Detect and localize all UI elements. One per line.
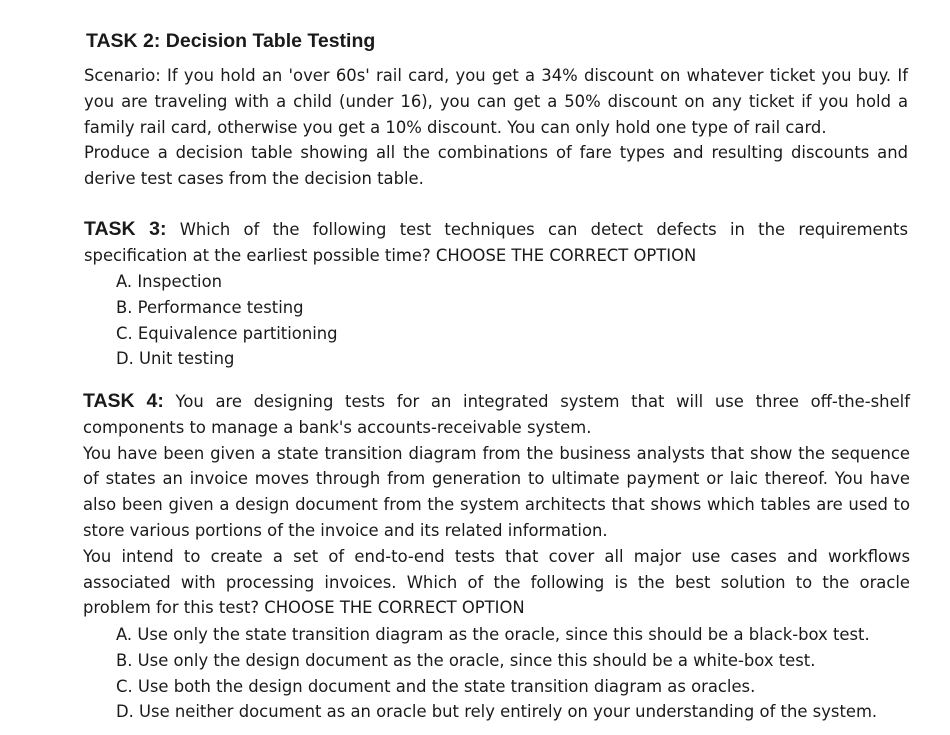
task2-scenario-text: If you hold an 'over 60s' rail card, you get a 34% discount on whatever ticket you buy. If you are traveling with a child (under 16), you can get a 50% discount on any ticket if you hold a family rail card, otherwise you get a 10% discount. You can only hold one type of rail card. [84, 66, 908, 137]
task2-instruction: Produce a decision table showing all the combinations of fare types and resulting discounts and derive test cases from the decision table. [84, 143, 908, 189]
task4-question [83, 389, 910, 621]
task4-label: TASK 4: [83, 390, 164, 412]
task3-options [116, 269, 338, 372]
task4-option-c: C. Use both the design document and the state transition diagram as oracles. [116, 676, 756, 696]
task4-intro: You are designing tests for an integrated system that will use three off-the-shelf components to manage a bank's accounts-receivable system. [83, 392, 910, 437]
task4-option-d: D. Use neither document as an oracle but rely entirely on your understanding of the system. [116, 702, 878, 722]
task4-options [116, 622, 877, 725]
task2-scenario-label: Scenario: [84, 66, 161, 85]
task3-option-b: B. Performance testing [116, 297, 304, 317]
task2-title: TASK 2: Decision Table Testing [86, 30, 376, 52]
task4-para2: You have been given a state transition diagram from the business analysts that show the sequence of states an invoice moves through from generation to ultimate payment or laic thereof. You have also been given a design document from the system architects that shows which tables are used to store various portions of the invoice and its related information. [83, 443, 910, 540]
task4-prompt: CHOOSE THE CORRECT OPTION [264, 598, 525, 618]
task4-option-b: B. Use only the design document as the oracle, since this should be a white-box test. [116, 650, 816, 670]
task4-para3: You intend to create a set of end-to-end tests that cover all major use cases and workflows associated with processing invoices. Which of the following is the best solution to the oracle problem for this test? [83, 546, 910, 618]
task3-label: TASK 3: [84, 218, 167, 240]
task3-option-d: D. Unit testing [116, 349, 235, 369]
task3-option-c: C. Equivalence partitioning [116, 323, 338, 343]
task3-question [84, 217, 908, 269]
task3-question-text: Which of the following test techniques can detect defects in the requirements specification at the earliest possible time? [84, 220, 908, 265]
task3-prompt: CHOOSE THE CORRECT OPTION [435, 245, 697, 265]
task4-option-a: A. Use only the state transition diagram as the oracle, since this should be a black-box test. [116, 625, 870, 644]
task3-option-a: A. Inspection [116, 272, 223, 291]
task2-scenario [84, 63, 908, 192]
